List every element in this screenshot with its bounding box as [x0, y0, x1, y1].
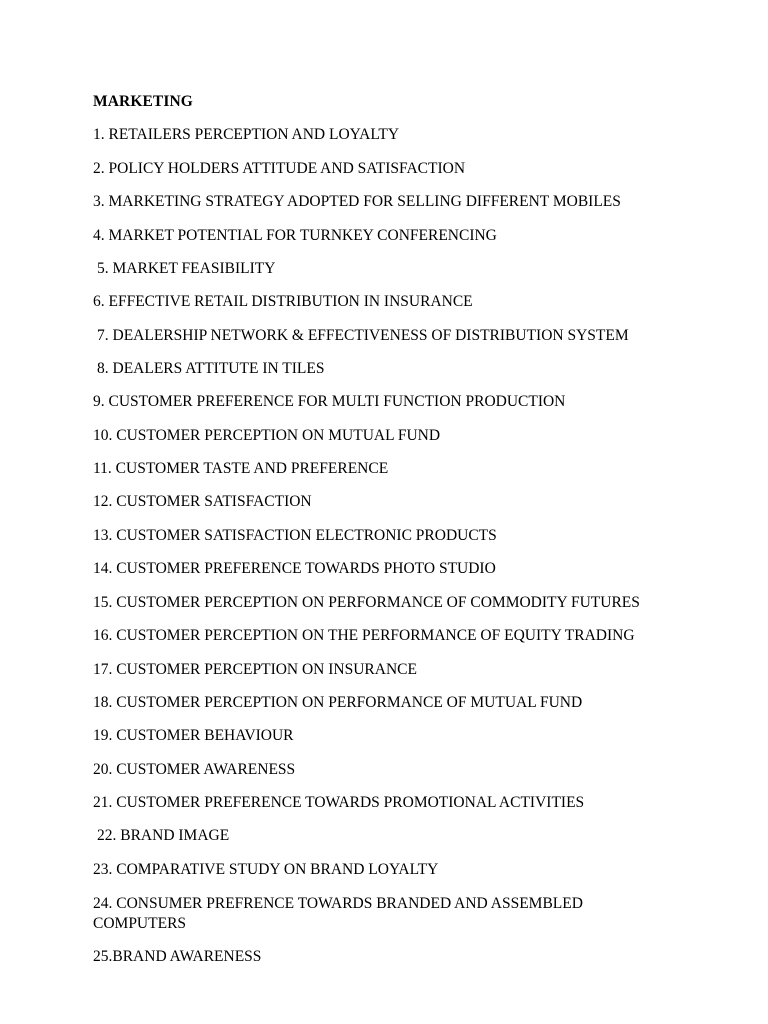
topic-item: 8. DEALERS ATTITUTE IN TILES	[97, 360, 325, 377]
topic-item: 15. CUSTOMER PERCEPTION ON PERFORMANCE OF COMMODITY FUTURES	[93, 594, 640, 611]
topic-item: 12. CUSTOMER SATISFACTION	[93, 493, 312, 510]
topic-item: 3. MARKETING STRATEGY ADOPTED FOR SELLING DIFFERENT MOBILES	[93, 193, 621, 210]
topic-item: 5. MARKET FEASIBILITY	[97, 260, 276, 277]
topic-item: 9. CUSTOMER PREFERENCE FOR MULTI FUNCTION PRODUCTION	[93, 393, 566, 410]
topic-item: 13. CUSTOMER SATISFACTION ELECTRONIC PRODUCTS	[93, 527, 497, 544]
topic-item: 14. CUSTOMER PREFERENCE TOWARDS PHOTO STUDIO	[93, 560, 496, 577]
topic-item: 2. POLICY HOLDERS ATTITUDE AND SATISFACTION	[93, 160, 466, 177]
topic-item: 6. EFFECTIVE RETAIL DISTRIBUTION IN INSURANCE	[93, 293, 473, 310]
topic-item: 19. CUSTOMER BEHAVIOUR	[93, 727, 294, 744]
topic-item: 11. CUSTOMER TASTE AND PREFERENCE	[93, 460, 389, 477]
topic-item: 23. COMPARATIVE STUDY ON BRAND LOYALTY	[93, 861, 439, 878]
topic-item: 24. CONSUMER PREFRENCE TOWARDS BRANDED AND ASSEMBLED COMPUTERS	[93, 895, 583, 932]
topic-item: 25.BRAND AWARENESS	[93, 948, 262, 965]
topic-item: 22. BRAND IMAGE	[97, 827, 230, 844]
topic-item: 1. RETAILERS PERCEPTION AND LOYALTY	[93, 126, 400, 143]
topic-item: 16. CUSTOMER PERCEPTION ON THE PERFORMANCE OF EQUITY TRADING	[93, 627, 635, 644]
topic-item: 4. MARKET POTENTIAL FOR TURNKEY CONFERENCING	[93, 227, 497, 244]
topic-item: 10. CUSTOMER PERCEPTION ON MUTUAL FUND	[93, 427, 441, 444]
section-heading: MARKETING	[93, 93, 193, 110]
topic-item: 18. CUSTOMER PERCEPTION ON PERFORMANCE OF MUTUAL FUND	[93, 694, 583, 711]
topic-item: 20. CUSTOMER AWARENESS	[93, 761, 296, 778]
topic-item: 7. DEALERSHIP NETWORK & EFFECTIVENESS OF DISTRIBUTION SYSTEM	[97, 327, 629, 344]
topic-item: 21. CUSTOMER PREFERENCE TOWARDS PROMOTIONAL ACTIVITIES	[93, 794, 585, 811]
topic-item: 17. CUSTOMER PERCEPTION ON INSURANCE	[93, 661, 417, 678]
